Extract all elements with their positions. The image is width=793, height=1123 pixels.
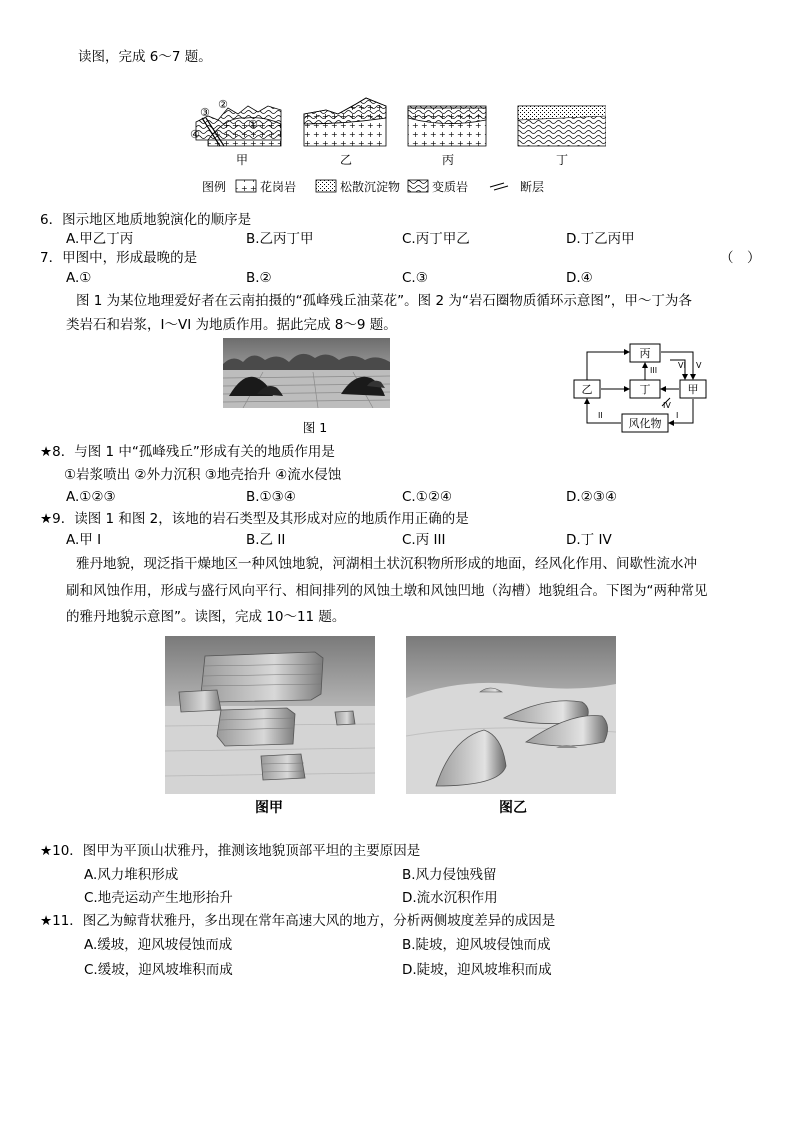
marker-2: ②	[218, 98, 228, 111]
q7-stem: 7．甲图中，形成最晚的是	[40, 250, 198, 266]
legend-fault: 断层	[520, 180, 545, 194]
karst-photo	[223, 338, 390, 408]
q8-option-d[interactable]: D.②③④	[566, 489, 617, 505]
node-yi: 乙	[581, 383, 593, 396]
arrow-label-VI: VI	[678, 361, 686, 370]
q11-option-c[interactable]: C.缓坡，迎风坡堆积而成	[84, 962, 233, 978]
arrow-label-IV: IV	[663, 401, 671, 410]
arrow-label-I: I	[676, 411, 679, 420]
yardang-mesa-illustration	[165, 636, 375, 794]
q8-option-b[interactable]: B.①③④	[246, 489, 296, 505]
node-ding: 丁	[639, 383, 651, 396]
q7-option-a[interactable]: A.①	[66, 270, 92, 286]
q10-option-a[interactable]: A.风力堆积形成	[84, 867, 179, 883]
photo1-caption: 图 1	[302, 420, 328, 435]
yardang-whaleback-illustration	[406, 636, 616, 794]
q10-option-b[interactable]: B.风力侵蚀残留	[402, 867, 497, 883]
marker-4: ④	[190, 128, 200, 141]
legend-sediment: 松散沉淀物	[340, 180, 401, 194]
node-bing: 丙	[639, 347, 651, 360]
q7-answer-bracket[interactable]: （ ）	[720, 250, 761, 266]
q7-option-b[interactable]: B.②	[246, 270, 272, 286]
q9-option-c[interactable]: C.丙 III	[402, 532, 446, 548]
marker-3: ③	[200, 106, 210, 119]
q8-option-a[interactable]: A.①②③	[66, 489, 116, 505]
q9-option-b[interactable]: B.乙 II	[246, 532, 286, 548]
yardang-caption-a: 图甲	[255, 800, 283, 816]
q8-stem: ★8．与图 1 中“孤峰残丘”形成有关的地质作用是	[40, 444, 335, 460]
q11-option-b[interactable]: B.陡坡，迎风坡侵蚀而成	[402, 937, 551, 953]
q6-option-d[interactable]: D.丁乙丙甲	[566, 231, 635, 247]
q8-option-c[interactable]: C.①②④	[402, 489, 453, 505]
q9-option-d[interactable]: D.丁 IV	[566, 532, 612, 548]
q7-option-c[interactable]: C.③	[402, 270, 428, 286]
q10-stem: ★10．图甲为平顶山状雅丹，推测该地貌顶部平坦的主要原因是	[40, 843, 421, 859]
q7-option-d[interactable]: D.④	[566, 270, 593, 286]
intro-6-7: 读图，完成 6～7 题。	[78, 49, 212, 65]
panel-jia	[190, 98, 281, 146]
q6-option-c[interactable]: C.丙丁甲乙	[402, 231, 470, 247]
q11-option-d[interactable]: D.陡坡，迎风坡堆积而成	[402, 962, 552, 978]
node-jia: 甲	[687, 383, 699, 396]
arrow-label-V: V	[696, 361, 702, 370]
q6-option-b[interactable]: B.乙丙丁甲	[246, 231, 314, 247]
legend-metamorphic: 变质岩	[432, 180, 469, 194]
legend	[202, 179, 544, 194]
geology-section-figure	[186, 94, 606, 200]
yardang-caption-b: 图乙	[499, 800, 527, 816]
marker-1: ①	[248, 118, 258, 131]
panel-bing	[408, 106, 486, 146]
rock-cycle-diagram	[570, 342, 718, 434]
arrow-label-III: III	[650, 366, 658, 375]
panel-label-ding: 丁	[555, 153, 569, 167]
q10-option-d[interactable]: D.流水沉积作用	[402, 890, 498, 906]
q11-stem: ★11．图乙为鲸背状雅丹，多出现在常年高速大风的地方，分析两侧坡度差异的成因是	[40, 913, 556, 929]
intro-8-9-line1: 图 1 为某位地理爱好者在云南拍摄的“孤峰残丘油菜花”。图 2 为“岩石圈物质循环示意图”，甲～丁为各	[76, 293, 692, 309]
q9-stem: ★9．读图 1 和图 2，该地的岩石类型及其形成对应的地质作用正确的是	[40, 511, 469, 527]
q8-sub-items: ①岩浆喷出 ②外力沉积 ③地壳抬升 ④流水侵蚀	[64, 467, 342, 483]
arrow-label-II: II	[598, 411, 603, 420]
intro-10-11-line2: 刷和风蚀作用，形成与盛行风向平行、相间排列的风蚀土墩和风蚀凹地（沟槽）地貌组合。下图为“两种常见	[66, 583, 708, 599]
q10-option-c[interactable]: C.地壳运动产生地形抬升	[84, 890, 233, 906]
node-fenghua: 风化物	[628, 417, 662, 430]
intro-10-11-line3: 的雅丹地貌示意图”。读图，完成 10～11 题。	[66, 609, 346, 625]
q9-option-a[interactable]: A.甲 I	[66, 532, 102, 548]
intro-10-11-line1: 雅丹地貌，现泛指干燥地区一种风蚀地貌，河湖相土状沉积物所形成的地面，经风化作用、间歇性流水冲	[76, 556, 697, 572]
legend-granite: 花岗岩	[260, 180, 297, 194]
panel-label-bing: 丙	[441, 153, 455, 167]
panel-yi	[304, 98, 386, 146]
legend-title: 图例	[202, 180, 227, 194]
q6-option-a[interactable]: A.甲乙丁丙	[66, 231, 134, 247]
panel-ding	[518, 106, 606, 146]
panel-label-yi: 乙	[339, 153, 353, 167]
q6-stem: 6．图示地区地质地貌演化的顺序是	[40, 212, 252, 228]
intro-8-9-line2: 类岩石和岩浆，I～VI 为地质作用。据此完成 8～9 题。	[66, 317, 397, 333]
q11-option-a[interactable]: A.缓坡，迎风坡侵蚀而成	[84, 937, 233, 953]
panel-label-jia: 甲	[235, 153, 249, 167]
